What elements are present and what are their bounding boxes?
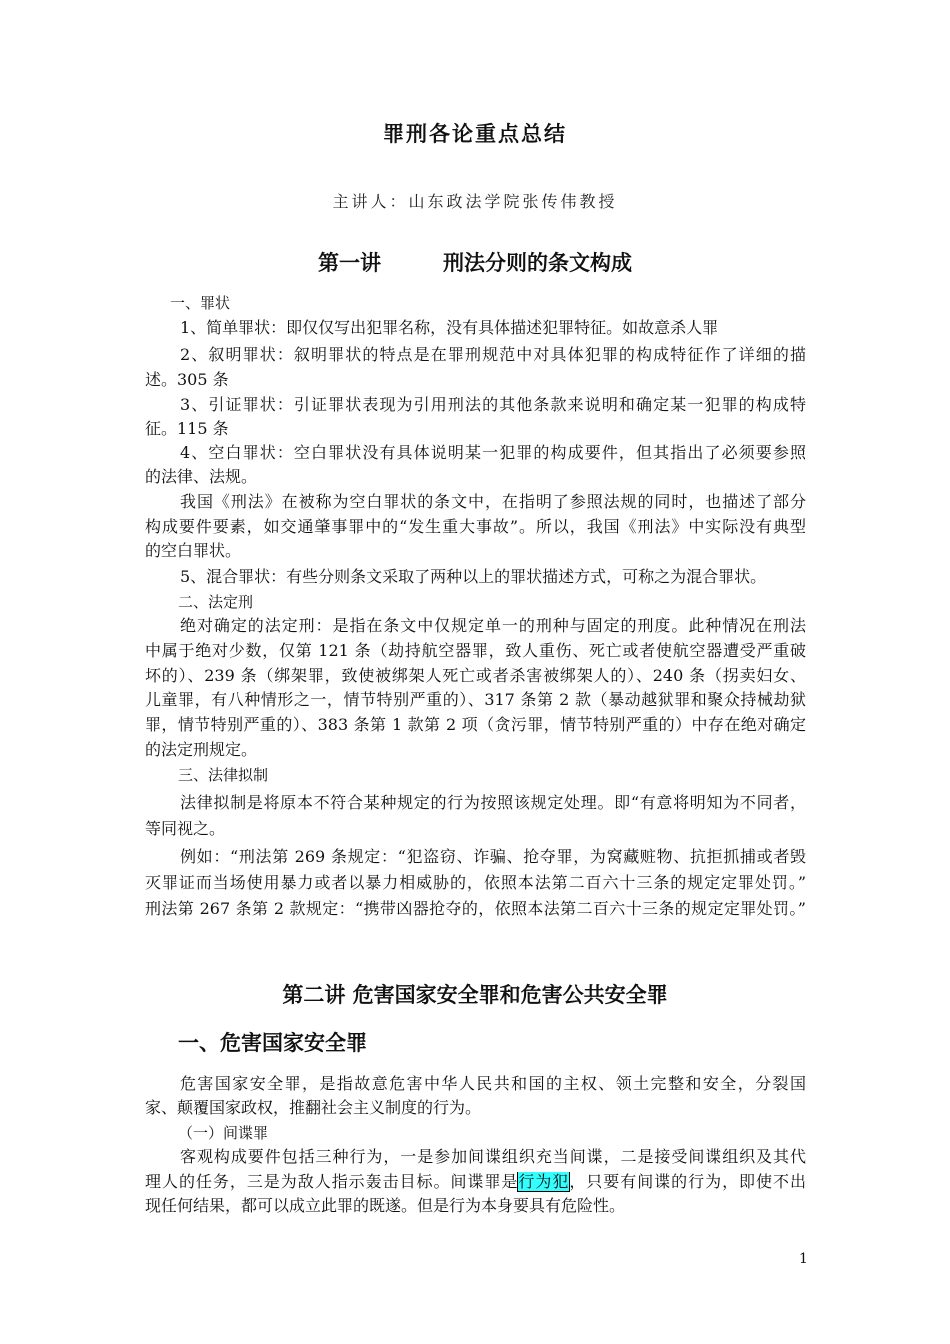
text-run: 理人的任务，三是为敌人指示轰击目标。间谍罪是 bbox=[145, 1172, 519, 1191]
paragraph-line: 中属于绝对少数，仅第 121 条（劫持航空器罪，致人重伤、死亡或者使航空器遭受严重破 bbox=[145, 641, 806, 660]
paragraph-line: 罪，情节特别严重的）、383 条第 1 款第 2 项（贪污罪，情节特别严重的）中存在绝对确定 bbox=[145, 715, 806, 734]
lecture2-heading: 第二讲 危害国家安全罪和危害公共安全罪 bbox=[282, 983, 668, 1007]
text-run: ，只要有间谍的行为，即使不出 bbox=[569, 1172, 806, 1191]
paragraph-line: 现任何结果，都可以成立此罪的既遂。但是行为本身要具有危险性。 bbox=[145, 1196, 626, 1215]
paragraph-line: 述。305 条 bbox=[145, 370, 229, 389]
paragraph-line: 的空白罪状。 bbox=[145, 541, 242, 560]
paragraph-line: 我国《刑法》在被称为空白罪状的条文中，在指明了参照法规的同时，也描述了部分 bbox=[180, 492, 806, 511]
paragraph-line: 危害国家安全罪，是指故意危害中华人民共和国的主权、领土完整和安全，分裂国 bbox=[180, 1074, 806, 1093]
paragraph-line: 的法定刑规定。 bbox=[145, 740, 258, 759]
subsection-heading-espionage: （一）间谍罪 bbox=[178, 1124, 269, 1142]
paragraph-line: 绝对确定的法定刑：是指在条文中仅规定单一的刑种与固定的刑度。此种情况在刑法 bbox=[180, 616, 806, 635]
paragraph-line bbox=[145, 1172, 806, 1192]
paragraph-line: 儿童罪，有八种情形之一，情节特别严重的）、317 条第 2 款（暴动越狱罪和聚众持械劫狱 bbox=[145, 690, 806, 709]
document-title: 罪刑各论重点总结 bbox=[383, 122, 567, 146]
paragraph-line: 4、空白罪状：空白罪状没有具体说明某一犯罪的构成要件，但其指出了必须要参照 bbox=[180, 443, 806, 462]
paragraph-line: 5、混合罪状：有些分则条文采取了两种以上的罪状描述方式，可称之为混合罪状。 bbox=[180, 567, 767, 586]
document-subtitle: 主讲人：山东政法学院张传伟教授 bbox=[332, 192, 618, 211]
paragraph-line: 例如：“刑法第 269 条规定：“犯盗窃、诈骗、抢夺罪，为窝藏赃物、抗拒抓捕或者毁 bbox=[180, 847, 806, 866]
paragraph-line: 刑法第 267 条第 2 款规定：“携带凶器抢夺的，依照本法第二百六十三条的规定定罪处罚。” bbox=[145, 899, 806, 918]
paragraph-line: 法律拟制是将原本不符合某种规定的行为按照该规定处理。即“有意将明知为不同者， bbox=[180, 793, 806, 812]
section-heading-fadingxing: 二、法定刑 bbox=[178, 593, 254, 611]
paragraph-line: 3、引证罪状：引证罪状表现为引用刑法的其他条款来说明和确定某一犯罪的构成特 bbox=[180, 395, 806, 414]
section-heading-zuizhuang: 一、罪状 bbox=[170, 294, 231, 312]
paragraph-line: 的法律、法规。 bbox=[145, 467, 258, 486]
section-heading-national-security: 一、危害国家安全罪 bbox=[178, 1031, 367, 1055]
paragraph-line: 灭罪证而当场使用暴力或者以暴力相威胁的，依照本法第二百六十三条的规定定罪处罚。” bbox=[145, 873, 806, 892]
paragraph-line: 构成要件要素，如交通肇事罪中的“发生重大事故”。所以，我国《刑法》中实际没有典型 bbox=[145, 517, 806, 536]
paragraph-line: 坏的）、239 条（绑架罪，致使被绑架人死亡或者杀害被绑架人的）、240 条（拐卖妇女、 bbox=[145, 666, 806, 685]
paragraph-line: 2、叙明罪状：叙明罪状的特点是在罪刑规范中对具体犯罪的构成特征作了详细的描 bbox=[180, 345, 806, 364]
lecture1-heading-topic: 刑法分则的条文构成 bbox=[443, 251, 632, 275]
paragraph-line: 客观构成要件包括三种行为，一是参加间谍组织充当间谍，二是接受间谍组织及其代 bbox=[180, 1147, 806, 1166]
paragraph-line: 家、颠覆国家政权，推翻社会主义制度的行为。 bbox=[145, 1098, 482, 1117]
section-heading-falvnizhi: 三、法律拟制 bbox=[178, 766, 269, 784]
paragraph-line: 1、简单罪状：即仅仅写出犯罪名称，没有具体描述犯罪特征。如故意杀人罪 bbox=[180, 318, 719, 337]
highlighted-term: 行为犯 bbox=[518, 1172, 570, 1191]
lecture1-heading-number: 第一讲 bbox=[318, 251, 381, 275]
lecture1-heading bbox=[0, 247, 950, 277]
page-number: 1 bbox=[799, 1251, 808, 1267]
paragraph-line: 征。115 条 bbox=[145, 419, 229, 438]
paragraph-line: 等同视之。 bbox=[145, 819, 226, 838]
